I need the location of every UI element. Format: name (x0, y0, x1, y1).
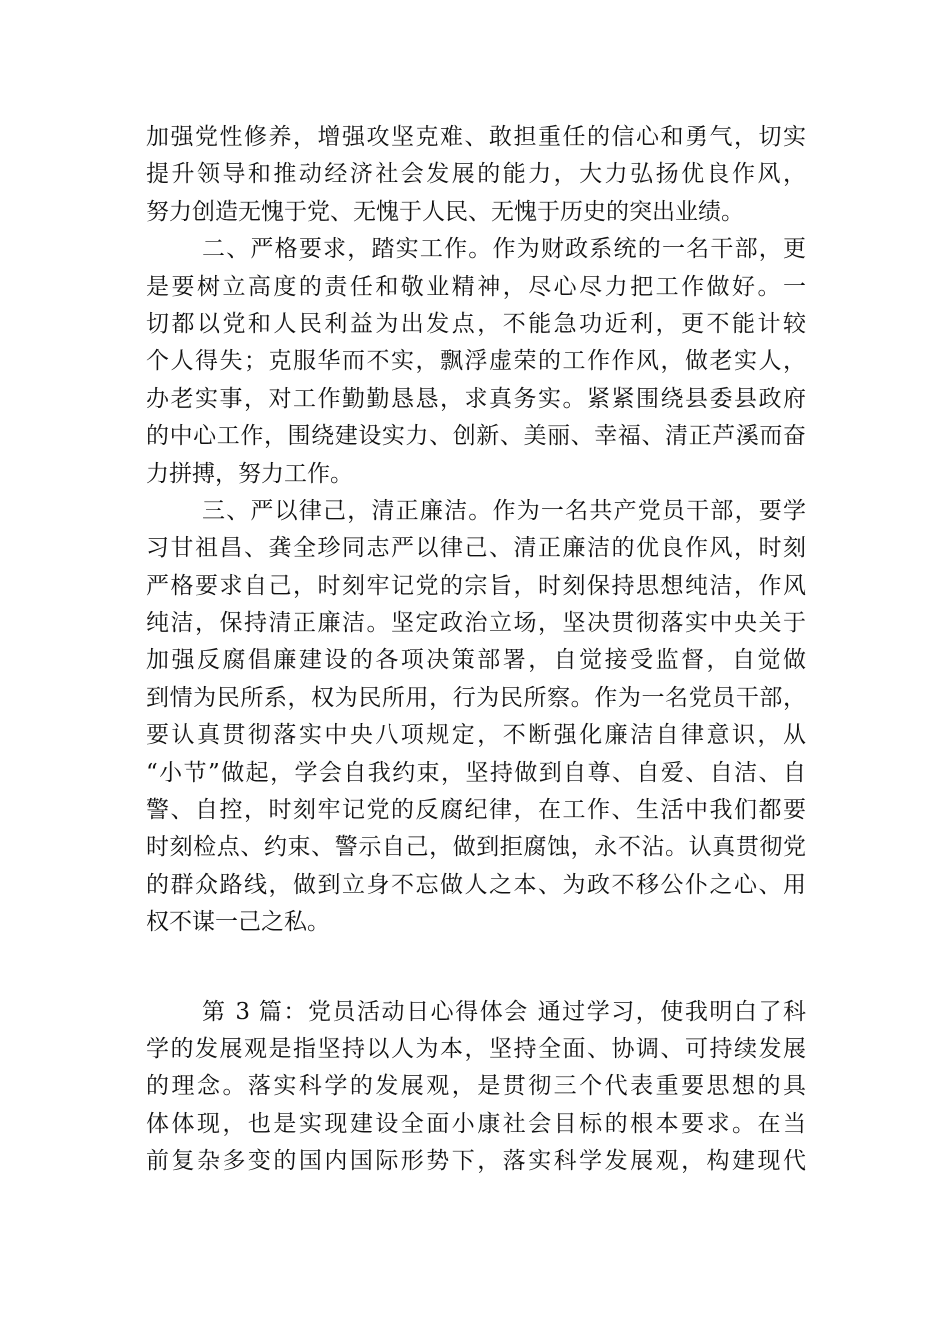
paragraph-continuation (146, 119, 806, 231)
text-line: 是要树立高度的责任和敬业精神，尽心尽力把工作做好。一 (146, 273, 806, 300)
text-line: 切都以党和人民利益为出发点，不能急功近利，更不能计较 (146, 310, 806, 337)
text-line: 努力创造无愧于党、无愧于人民、无愧于历史的突出业绩。 (146, 198, 744, 225)
text-line: 加强反腐倡廉建设的各项决策部署，自觉接受监督，自觉做 (146, 647, 806, 674)
text-line: 到情为民所系，权为民所用，行为民所察。作为一名党员干部， (146, 684, 806, 711)
text-line: 三、严以律己，清正廉洁。作为一名共产党员干部，要学 (202, 497, 806, 524)
text-line: 警、自控，时刻牢记党的反腐纪律，在工作、生活中我们都要 (146, 797, 806, 824)
text-line: 习甘祖昌、龚全珍同志严以律己、清正廉洁的优良作风，时刻 (146, 535, 806, 562)
text-line: 的群众路线，做到立身不忘做人之本、为政不移公仆之心、用 (146, 871, 806, 898)
text-line: 加强党性修养，增强攻坚克难、敢担重任的信心和勇气，切实 (146, 124, 806, 150)
text-line: “小节”做起，学会自我约束，坚持做到自尊、自爱、自洁、自 (146, 759, 806, 786)
text-line: 第 3 篇：党员活动日心得体会 通过学习，使我明白了科 (202, 998, 806, 1025)
paragraph-part-3 (146, 994, 806, 1181)
text-line: 个人得失；克服华而不实，飘浮虚荣的工作作风，做老实人， (146, 348, 806, 375)
text-line: 的中心工作，围绕建设实力、创新、美丽、幸福、清正芦溪而奋 (146, 423, 806, 450)
text-line: 体体现，也是实现建设全面小康社会目标的根本要求。在当 (146, 1110, 806, 1137)
text-line: 办老实事，对工作勤勤恳恳，求真务实。紧紧围绕县委县政府 (146, 385, 806, 412)
paragraph-self-discipline (146, 493, 806, 942)
text-line: 二、严格要求，踏实工作。作为财政系统的一名干部，更 (202, 236, 806, 263)
section-gap (146, 942, 806, 994)
document-page (146, 119, 806, 1181)
text-line: 的理念。落实科学的发展观，是贯彻三个代表重要思想的具 (146, 1073, 806, 1100)
paragraph-strict-requirements (146, 231, 806, 493)
text-line: 要认真贯彻落实中央八项规定，不断强化廉洁自律意识，从 (146, 722, 806, 749)
text-line: 提升领导和推动经济社会发展的能力，大力弘扬优良作风， (146, 161, 806, 188)
text-line: 权不谋一己之私。 (146, 909, 330, 936)
text-line: 严格要求自己，时刻牢记党的宗旨，时刻保持思想纯洁，作风 (146, 572, 806, 599)
text-line: 学的发展观是指坚持以人为本，坚持全面、协调、可持续发展 (146, 1035, 806, 1062)
text-line: 纯洁，保持清正廉洁。坚定政治立场，坚决贯彻落实中央关于 (146, 610, 806, 637)
text-line: 时刻检点、约束、警示自己，做到拒腐蚀，永不沾。认真贯彻党 (146, 834, 806, 861)
text-line: 力拼搏，努力工作。 (146, 460, 353, 487)
text-line: 前复杂多变的国内国际形势下，落实科学发展观，构建现代 (146, 1148, 806, 1175)
